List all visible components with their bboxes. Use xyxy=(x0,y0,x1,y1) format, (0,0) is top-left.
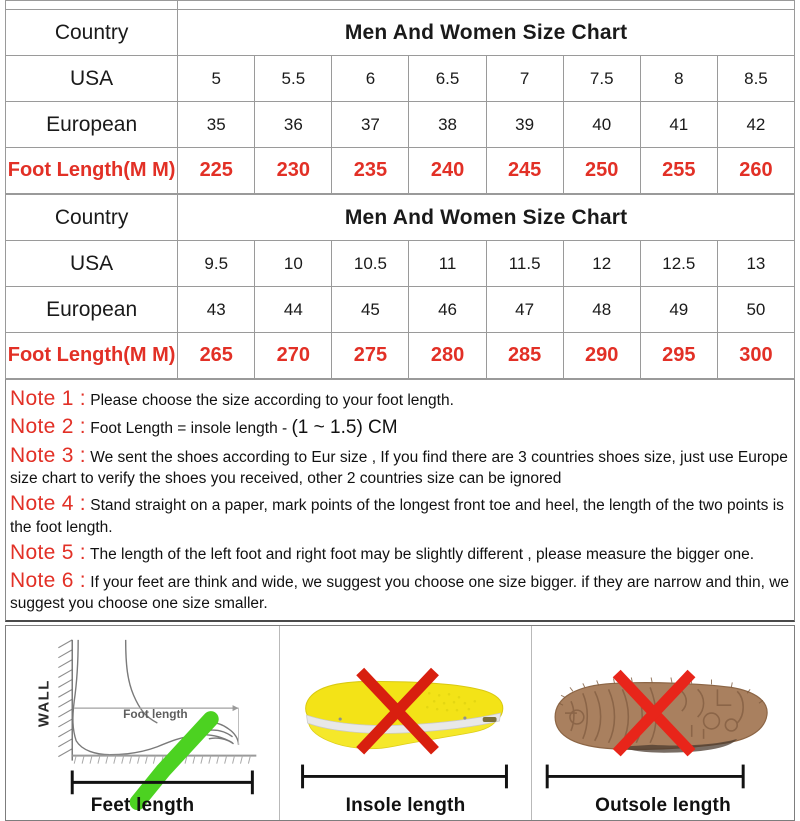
table-1-title: Men And Women Size Chart xyxy=(178,10,795,56)
table-cell: 7.5 xyxy=(563,56,640,102)
table-cell: 50 xyxy=(717,287,794,333)
table-cell: 240 xyxy=(409,148,486,194)
note-4 xyxy=(10,490,791,537)
table-cell: 290 xyxy=(563,333,640,379)
table-cell: 7 xyxy=(486,56,563,102)
size-table-1 xyxy=(5,0,795,194)
table-2-row-european xyxy=(6,287,795,333)
clipped-cell-body xyxy=(178,1,795,10)
table-cell: 225 xyxy=(178,148,255,194)
table-1-foot-length-label: Foot Length(M M) xyxy=(6,148,178,194)
table-cell: 255 xyxy=(640,148,717,194)
table-cell: 39 xyxy=(486,102,563,148)
size-table-2 xyxy=(5,194,795,379)
clipped-cell-label xyxy=(6,1,178,10)
wall-label: WALL xyxy=(36,678,53,727)
illustration-feet-length xyxy=(6,626,280,820)
note-6-text: If your feet are think and wide, we suggest you choose one size bigger. if they are narrow and thin, we suggest you choose one size smaller. xyxy=(10,574,790,613)
table-1-european-label: European xyxy=(6,102,178,148)
table-cell: 235 xyxy=(332,148,409,194)
table-cell: 285 xyxy=(486,333,563,379)
table-cell: 10.5 xyxy=(332,241,409,287)
note-6-label: Note 6 : xyxy=(10,569,86,593)
note-4-text: Stand straight on a paper, mark points of the longest front toe and heel, the length of the two points is the foot length. xyxy=(10,497,784,536)
table-cell: 295 xyxy=(640,333,717,379)
table-1-clipped-row xyxy=(6,1,795,10)
note-3-label: Note 3 : xyxy=(10,443,86,467)
table-cell: 42 xyxy=(717,102,794,148)
table-cell: 5.5 xyxy=(255,56,332,102)
notes-section xyxy=(5,379,795,622)
table-cell: 44 xyxy=(255,287,332,333)
table-2-european-label: European xyxy=(6,287,178,333)
table-2-title: Men And Women Size Chart xyxy=(178,195,795,241)
illustration-outsole-length xyxy=(532,626,794,820)
table-cell: 230 xyxy=(255,148,332,194)
illustration-3-caption: Outsole length xyxy=(595,794,731,816)
illustration-1-caption: Feet length xyxy=(90,794,195,816)
table-2-foot-length-label: Foot Length(M M) xyxy=(6,333,178,379)
note-2-text: Foot Length = insole length - xyxy=(90,420,292,438)
table-cell: 9.5 xyxy=(178,241,255,287)
table-cell: 48 xyxy=(563,287,640,333)
table-1-row-european xyxy=(6,102,795,148)
table-1-country-label: Country xyxy=(6,10,178,56)
insole-diagram xyxy=(280,626,531,820)
illustrations-row xyxy=(5,625,795,821)
table-cell: 46 xyxy=(409,287,486,333)
note-5 xyxy=(10,539,791,566)
table-cell: 5 xyxy=(178,56,255,102)
table-cell: 47 xyxy=(486,287,563,333)
table-cell: 265 xyxy=(178,333,255,379)
note-2-label: Note 2 : xyxy=(10,415,86,439)
table-2-row-foot-length xyxy=(6,333,795,379)
table-cell: 40 xyxy=(563,102,640,148)
table-cell: 36 xyxy=(255,102,332,148)
note-4-label: Note 4 : xyxy=(10,492,86,516)
table-cell: 12.5 xyxy=(640,241,717,287)
table-1-header-row xyxy=(6,10,795,56)
note-1 xyxy=(10,385,791,412)
table-cell: 275 xyxy=(332,333,409,379)
table-cell: 280 xyxy=(409,333,486,379)
table-cell: 270 xyxy=(255,333,332,379)
table-1-usa-label: USA xyxy=(6,56,178,102)
table-cell: 13 xyxy=(717,241,794,287)
table-cell: 35 xyxy=(178,102,255,148)
note-3-text: We sent the shoes according to Eur size , If you find there are 3 countries shoes size, just use Europe size chart to verify the shoes you received, other 2 countries size can be ignored xyxy=(10,448,788,488)
table-cell: 8 xyxy=(640,56,717,102)
note-1-label: Note 1 : xyxy=(10,387,86,410)
table-cell: 8.5 xyxy=(717,56,794,102)
illustration-insole-length xyxy=(280,626,532,820)
table-cell: 45 xyxy=(332,287,409,333)
note-1-text: Please choose the size according to your foot length. xyxy=(90,392,454,409)
table-1-row-usa xyxy=(6,56,795,102)
table-cell: 10 xyxy=(255,241,332,287)
table-cell: 11 xyxy=(409,241,486,287)
table-cell: 250 xyxy=(563,148,640,194)
table-cell: 41 xyxy=(640,102,717,148)
table-cell: 6.5 xyxy=(409,56,486,102)
table-2-row-usa xyxy=(6,241,795,287)
table-cell: 43 xyxy=(178,287,255,333)
table-cell: 245 xyxy=(486,148,563,194)
foot-against-wall-diagram xyxy=(6,626,279,820)
table-cell: 38 xyxy=(409,102,486,148)
table-2-country-label: Country xyxy=(6,195,178,241)
note-2-emphasis: (1 ~ 1.5) CM xyxy=(291,417,398,439)
table-cell: 6 xyxy=(332,56,409,102)
note-6 xyxy=(10,567,791,614)
note-5-label: Note 5 : xyxy=(10,540,86,564)
note-2 xyxy=(10,413,791,441)
table-cell: 11.5 xyxy=(486,241,563,287)
table-2-usa-label: USA xyxy=(6,241,178,287)
table-1-row-foot-length xyxy=(6,148,795,194)
note-5-text: The length of the left foot and right foot may be slightly different , please measure the bigger one. xyxy=(89,545,755,563)
note-3 xyxy=(10,442,791,489)
table-cell: 12 xyxy=(563,241,640,287)
table-cell: 260 xyxy=(717,148,794,194)
illustration-2-caption: Insole length xyxy=(345,794,466,816)
table-cell: 49 xyxy=(640,287,717,333)
table-2-header-row xyxy=(6,195,795,241)
outsole-diagram xyxy=(532,626,794,820)
inner-foot-length-label: Foot length xyxy=(123,706,188,721)
table-cell: 300 xyxy=(717,333,794,379)
table-cell: 37 xyxy=(332,102,409,148)
